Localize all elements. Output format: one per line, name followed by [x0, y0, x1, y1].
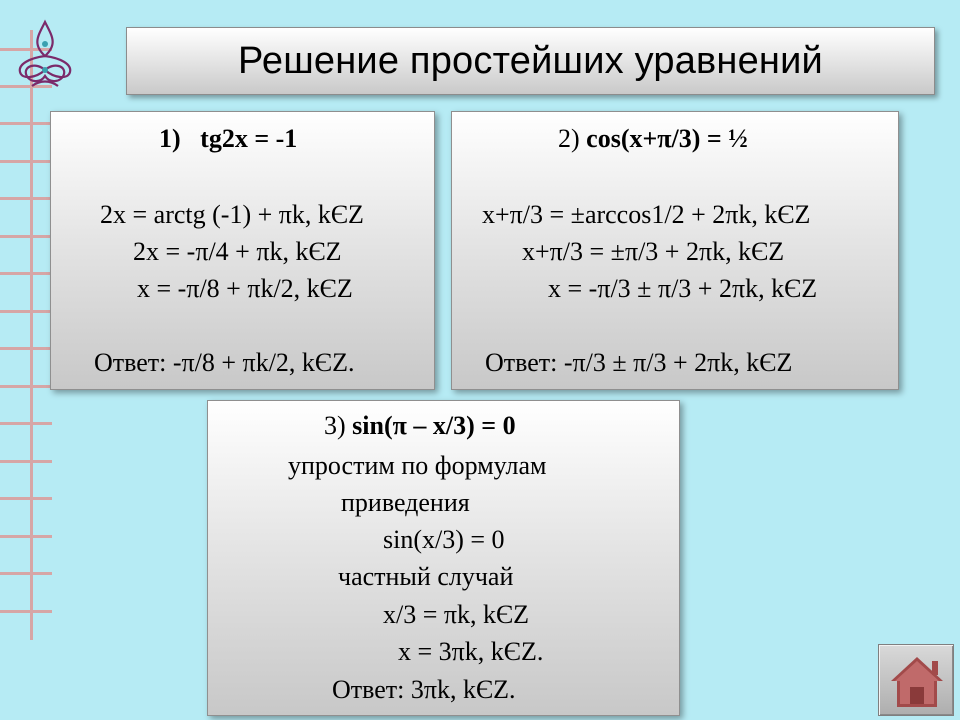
ruler-tick: [0, 572, 52, 575]
ruler-tick: [0, 160, 52, 163]
equation-card-3: [207, 400, 680, 716]
ruler-tick: [0, 310, 52, 313]
ruler-tick: [0, 610, 52, 613]
card3-line-2: приведения: [341, 488, 470, 517]
card2-line-2: x+π/3 = ±π/3 + 2πk, kЄZ: [522, 237, 785, 266]
equation-card-1: [50, 111, 435, 390]
card1-heading-num: 1): [159, 124, 181, 153]
ruler-tick: [0, 235, 52, 238]
card3-heading: [324, 411, 516, 441]
card3-answer: Ответ: 3πk, kЄZ.: [332, 675, 516, 704]
card1-line-3: x = -π/8 + πk/2, kЄZ: [137, 274, 353, 303]
card1-heading-eq: tg2x = -1: [200, 124, 298, 153]
card2-line-3: x = -π/3 ± π/3 + 2πk, kЄZ: [548, 274, 818, 303]
home-icon: [887, 651, 947, 711]
ruler-tick: [0, 497, 52, 500]
card3-line-5: x/3 = πk, kЄZ: [383, 600, 530, 629]
card1-answer: Ответ: -π/8 + πk/2, kЄZ.: [94, 348, 355, 377]
card1-heading: [159, 124, 297, 154]
card2-heading-num: 2): [558, 124, 580, 153]
card3-heading-eq: sin(π – x/3) = 0: [352, 411, 516, 440]
card2-answer: Ответ: -π/3 ± π/3 + 2πk, kЄZ: [485, 348, 793, 377]
card3-heading-num: 3): [324, 411, 346, 440]
slide-title: [126, 27, 935, 95]
card3-line-3: sin(x/3) = 0: [383, 525, 505, 554]
card2-heading: [558, 124, 748, 154]
ruler-tick: [0, 272, 52, 275]
card3-line-1: упростим по формулам: [288, 451, 547, 480]
card3-line-6: x = 3πk, kЄZ.: [398, 637, 544, 666]
title-text: Решение простейших уравнений: [238, 39, 823, 82]
card2-heading-eq: cos(x+π/3) = ½: [586, 124, 748, 153]
ruler-tick: [0, 385, 52, 388]
ruler-tick: [0, 535, 52, 538]
ruler-tick: [0, 422, 52, 425]
home-button[interactable]: [878, 644, 954, 716]
card3-line-4: частный случай: [338, 562, 514, 591]
ruler-tick: [0, 197, 52, 200]
ruler-tick: [0, 460, 52, 463]
ruler-tick: [0, 122, 52, 125]
equation-card-2: [451, 111, 899, 390]
card2-line-1: x+π/3 = ±arccos1/2 + 2πk, kЄZ: [482, 200, 811, 229]
card1-line-1: 2x = arctg (-1) + πk, kЄZ: [100, 200, 364, 229]
ruler-tick: [0, 347, 52, 350]
card1-line-2: 2x = -π/4 + πk, kЄZ: [133, 237, 342, 266]
ornament-icon: [10, 14, 80, 94]
